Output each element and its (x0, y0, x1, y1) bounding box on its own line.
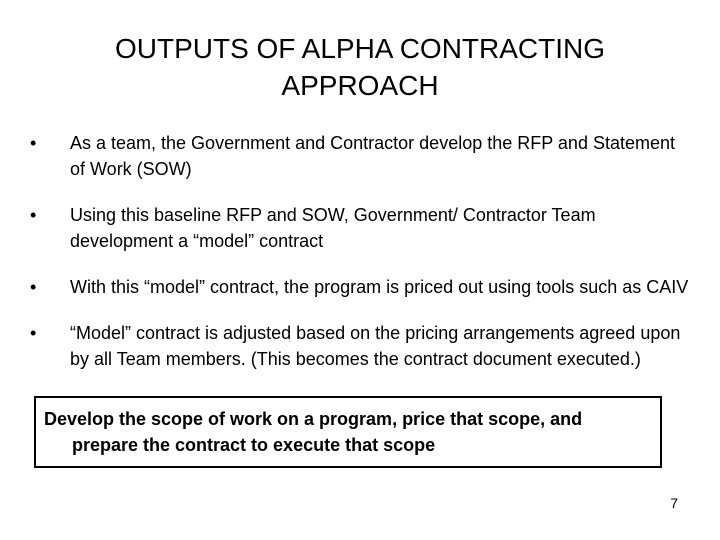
bullet-text: As a team, the Government and Contractor develop the RFP and Statement of Work (SOW) (70, 133, 676, 179)
bullet-marker: • (30, 277, 37, 297)
bullet-marker: • (30, 133, 37, 153)
bullet-text: “Model” contract is adjusted based on the pricing arrangements agreed upon by all Team members. (This becomes the contract document executed.) (70, 323, 681, 369)
bullet-text: With this “model” contract, the program is priced out using tools such as CAIV (70, 277, 689, 297)
bullet-marker: • (30, 205, 37, 225)
bullet-text: Using this baseline RFP and SOW, Government/ Contractor Team development a “model” contract (70, 205, 596, 251)
bullet-item (30, 320, 690, 372)
bullet-marker: • (30, 323, 37, 343)
bullet-item (30, 274, 690, 300)
bullet-item (30, 130, 690, 182)
slide-title: OUTPUTS OF ALPHA CONTRACTING APPROACH (114, 33, 606, 101)
summary-callout-box (34, 396, 662, 468)
page-number: 7 (670, 495, 678, 511)
bullet-list (30, 130, 690, 372)
bullet-item (30, 202, 690, 254)
summary-callout-text: Develop the scope of work on a program, price that scope, and prepare the contract to execute that scope (44, 409, 583, 455)
